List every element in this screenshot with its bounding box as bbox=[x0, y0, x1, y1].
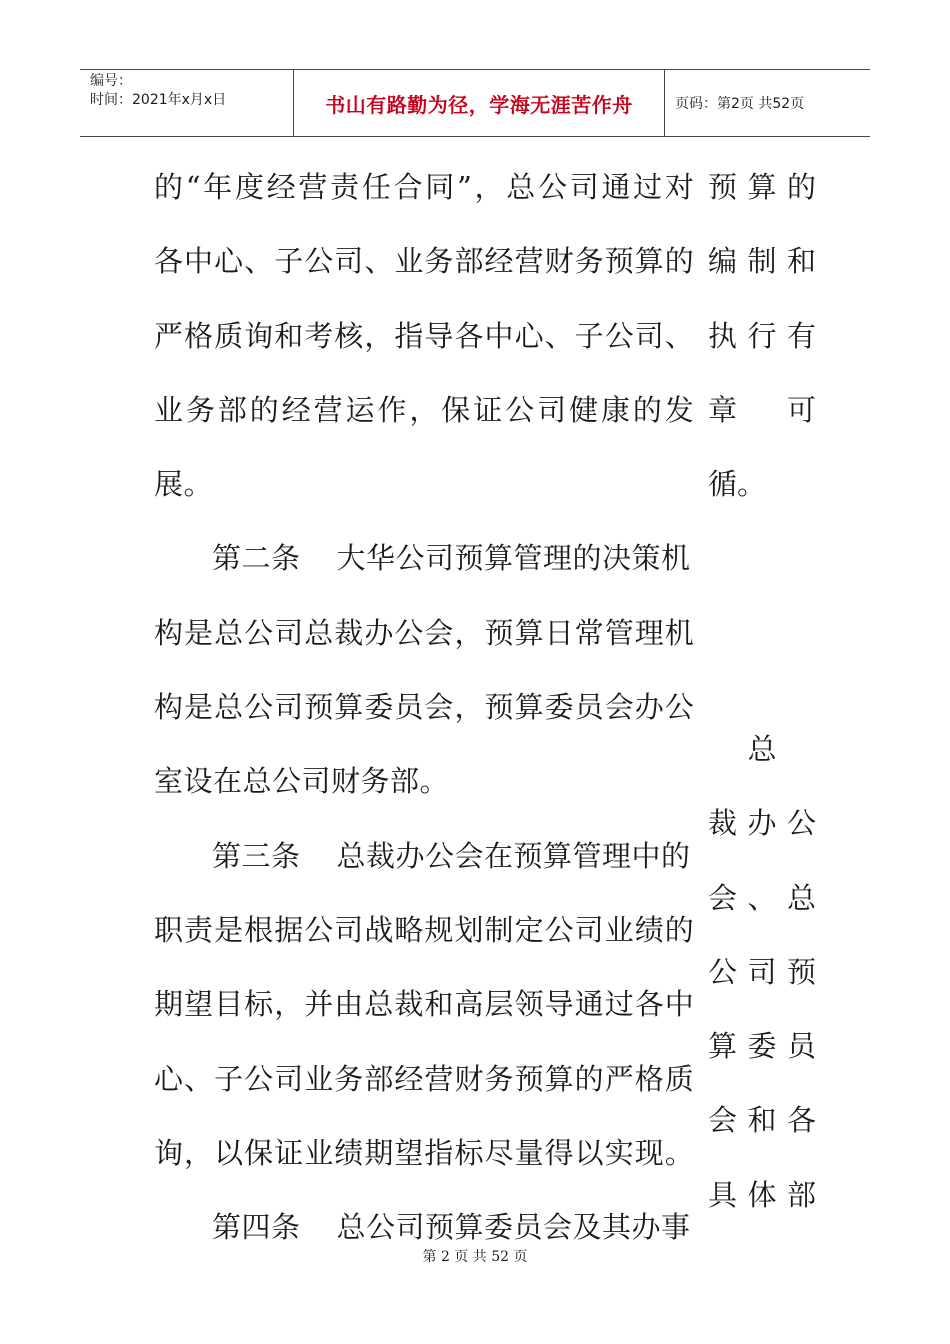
glyph: 职 bbox=[154, 912, 184, 947]
side-line bbox=[708, 861, 816, 935]
glyph: 算 bbox=[708, 1029, 738, 1064]
glyph: 公 bbox=[505, 392, 535, 427]
side-line bbox=[708, 373, 816, 447]
article-line bbox=[154, 819, 694, 893]
glyph: 绩 bbox=[334, 1135, 364, 1170]
glyph: 的 bbox=[632, 392, 662, 427]
glyph: 的 bbox=[249, 392, 279, 427]
glyph: 业 bbox=[304, 1135, 334, 1170]
glyph: 营 bbox=[313, 392, 343, 427]
glyph: 制 bbox=[484, 912, 514, 947]
text-line bbox=[154, 1042, 694, 1116]
glyph: 的 bbox=[154, 170, 184, 204]
article-heading: 第三条 bbox=[212, 838, 301, 873]
glyph: 绩 bbox=[634, 912, 664, 947]
glyph: 裁 bbox=[394, 987, 424, 1022]
glyph: 公 bbox=[604, 318, 634, 353]
glyph: 指 bbox=[424, 1135, 454, 1170]
glyph: 责 bbox=[330, 170, 360, 204]
glyph: 具 bbox=[708, 1177, 738, 1212]
glyph: 常 bbox=[574, 615, 604, 650]
glyph: 公 bbox=[244, 1061, 274, 1096]
glyph: 营 bbox=[424, 1061, 454, 1096]
glyph: 量 bbox=[514, 1135, 544, 1170]
side-line bbox=[708, 150, 816, 224]
glyph: 业 bbox=[304, 1061, 334, 1096]
glyph: 和 bbox=[274, 318, 304, 353]
header-motto: 书山有路勤为径，学海无涯苦作舟 bbox=[294, 70, 665, 136]
glyph: 有 bbox=[786, 318, 816, 353]
glyph: 目 bbox=[214, 987, 244, 1022]
main-text-column bbox=[154, 150, 694, 1264]
glyph: 会 bbox=[424, 690, 454, 725]
glyph: ， bbox=[454, 690, 484, 725]
glyph: 司 bbox=[334, 912, 364, 947]
glyph: 会 bbox=[604, 690, 634, 725]
text-line bbox=[154, 670, 694, 744]
glyph: 和 bbox=[786, 244, 816, 279]
glyph: 过 bbox=[604, 987, 634, 1022]
glyph: 年 bbox=[203, 170, 233, 204]
glyph: 标 bbox=[454, 1135, 484, 1170]
glyph: 、 bbox=[664, 318, 694, 353]
glyph: 是 bbox=[184, 690, 214, 725]
glyph: 严 bbox=[154, 318, 184, 353]
glyph: 心 bbox=[154, 1061, 184, 1096]
glyph: 裁 bbox=[334, 615, 364, 650]
glyph: 司 bbox=[274, 690, 304, 725]
glyph: 经 bbox=[394, 1061, 424, 1096]
glyph: 战 bbox=[364, 912, 394, 947]
side-column-top bbox=[708, 150, 816, 521]
text-line bbox=[154, 150, 694, 224]
glyph: 预 bbox=[484, 615, 514, 650]
glyph: 营 bbox=[298, 170, 328, 204]
side-line bbox=[708, 1158, 816, 1232]
glyph: 询 bbox=[244, 318, 274, 353]
glyph: 和 bbox=[747, 1103, 777, 1138]
glyph: 编 bbox=[708, 244, 738, 279]
glyph: 算 bbox=[514, 615, 544, 650]
side-line bbox=[708, 1009, 816, 1083]
glyph: 员 bbox=[574, 690, 604, 725]
glyph: 预 bbox=[786, 954, 816, 989]
glyph: 格 bbox=[634, 1061, 664, 1096]
glyph: 司 bbox=[274, 1061, 304, 1096]
glyph: 财 bbox=[544, 244, 574, 279]
glyph: 。 bbox=[664, 1135, 694, 1170]
glyph: 司 bbox=[274, 615, 304, 650]
text-line bbox=[154, 373, 694, 447]
glyph: ， bbox=[409, 392, 439, 427]
glyph: 务 bbox=[484, 1061, 514, 1096]
glyph: 得 bbox=[544, 1135, 574, 1170]
glyph: 员 bbox=[786, 1029, 816, 1064]
article-line bbox=[154, 521, 694, 595]
glyph: 保 bbox=[244, 1135, 274, 1170]
document-time-label: 时间：2021年x月x日 bbox=[90, 92, 227, 108]
glyph: 、 bbox=[244, 244, 274, 279]
glyph: 略 bbox=[394, 912, 424, 947]
text-line: 展。 bbox=[154, 467, 214, 502]
glyph: 公 bbox=[537, 170, 567, 204]
glyph: 公 bbox=[544, 912, 574, 947]
glyph: 、 bbox=[544, 318, 574, 353]
glyph: 同 bbox=[425, 170, 455, 204]
glyph: 公 bbox=[664, 690, 694, 725]
glyph: 司 bbox=[634, 318, 664, 353]
glyph: 和 bbox=[424, 987, 454, 1022]
glyph: 预 bbox=[604, 244, 634, 279]
glyph: 中 bbox=[664, 987, 694, 1022]
glyph: 合 bbox=[393, 170, 423, 204]
glyph: 会 bbox=[708, 1103, 738, 1138]
glyph: 核 bbox=[334, 318, 364, 353]
glyph: 预 bbox=[708, 170, 738, 204]
glyph: 理 bbox=[634, 615, 664, 650]
glyph: 通 bbox=[601, 170, 631, 204]
glyph: 公 bbox=[244, 690, 274, 725]
glyph: 各 bbox=[786, 1103, 816, 1138]
glyph: 的 bbox=[664, 912, 694, 947]
glyph: 业 bbox=[604, 912, 634, 947]
glyph: 的 bbox=[786, 170, 816, 204]
glyph: 经 bbox=[484, 244, 514, 279]
glyph: 期 bbox=[154, 987, 184, 1022]
glyph: 办 bbox=[747, 806, 777, 841]
glyph: 根 bbox=[244, 912, 274, 947]
glyph: 公 bbox=[708, 954, 738, 989]
glyph: 以 bbox=[214, 1135, 244, 1170]
glyph: 务 bbox=[185, 392, 215, 427]
glyph: 发 bbox=[664, 392, 694, 427]
glyph: 算 bbox=[544, 1061, 574, 1096]
header-meta bbox=[80, 70, 294, 136]
article-text: 大华公司预算管理的决策机 bbox=[336, 541, 691, 576]
glyph: 证 bbox=[274, 1135, 304, 1170]
glyph: 业 bbox=[154, 392, 184, 427]
glyph: ， bbox=[474, 170, 504, 204]
glyph: 各 bbox=[634, 987, 664, 1022]
glyph: 总 bbox=[214, 615, 244, 650]
glyph: 作 bbox=[377, 392, 407, 427]
glyph: 是 bbox=[184, 615, 214, 650]
glyph: 证 bbox=[473, 392, 503, 427]
article-text: 总公司预算委员会及其办事 bbox=[336, 1210, 691, 1245]
glyph: 总 bbox=[506, 170, 536, 204]
text-line bbox=[154, 224, 694, 298]
glyph: 预 bbox=[514, 1061, 544, 1096]
document-number-label: 编号： bbox=[90, 73, 132, 89]
glyph: 期 bbox=[364, 1135, 394, 1170]
glyph: 并 bbox=[304, 987, 334, 1022]
glyph: 导 bbox=[424, 318, 454, 353]
glyph: 章 bbox=[708, 392, 738, 427]
glyph: 总 bbox=[304, 615, 334, 650]
glyph: 裁 bbox=[708, 806, 738, 841]
glyph: 尽 bbox=[484, 1135, 514, 1170]
glyph: 对 bbox=[664, 170, 694, 204]
glyph: ， bbox=[274, 987, 304, 1022]
glyph: 构 bbox=[154, 615, 184, 650]
side-line bbox=[708, 299, 816, 373]
glyph: 经 bbox=[281, 392, 311, 427]
glyph: ” bbox=[457, 170, 472, 204]
glyph: 子 bbox=[574, 318, 604, 353]
glyph: 预 bbox=[304, 690, 334, 725]
glyph: 康 bbox=[600, 392, 630, 427]
page-header bbox=[80, 69, 870, 137]
glyph: 各 bbox=[154, 244, 184, 279]
glyph: 办 bbox=[364, 615, 394, 650]
glyph: 委 bbox=[364, 690, 394, 725]
glyph: 是 bbox=[214, 912, 244, 947]
glyph: 子 bbox=[214, 1061, 244, 1096]
page-footer: 第 2 页 共 52 页 bbox=[422, 1249, 528, 1265]
glyph: 通 bbox=[574, 987, 604, 1022]
text-line bbox=[154, 299, 694, 373]
glyph: 司 bbox=[537, 392, 567, 427]
text-line bbox=[154, 967, 694, 1041]
glyph: ， bbox=[184, 1135, 214, 1170]
glyph: 总 bbox=[214, 690, 244, 725]
glyph: 员 bbox=[394, 690, 424, 725]
glyph: “ bbox=[185, 170, 201, 204]
glyph: 规 bbox=[424, 912, 454, 947]
glyph: 部 bbox=[364, 1061, 394, 1096]
glyph: 任 bbox=[361, 170, 391, 204]
glyph: 严 bbox=[604, 1061, 634, 1096]
glyph: 实 bbox=[604, 1135, 634, 1170]
glyph: 望 bbox=[184, 987, 214, 1022]
glyph: 层 bbox=[484, 987, 514, 1022]
glyph: 导 bbox=[544, 987, 574, 1022]
glyph: 公 bbox=[244, 615, 274, 650]
glyph: 会 bbox=[424, 615, 454, 650]
glyph: 度 bbox=[234, 170, 264, 204]
glyph: 的 bbox=[574, 1061, 604, 1096]
glyph: 责 bbox=[184, 912, 214, 947]
text-line: 室设在总公司财务部。 bbox=[154, 764, 450, 799]
glyph: ， bbox=[364, 318, 394, 353]
glyph: 总 bbox=[786, 880, 816, 915]
glyph: 运 bbox=[345, 392, 375, 427]
glyph: 务 bbox=[424, 244, 454, 279]
side-line bbox=[708, 224, 816, 298]
glyph: 中 bbox=[484, 318, 514, 353]
glyph: 格 bbox=[184, 318, 214, 353]
glyph: 质 bbox=[664, 1061, 694, 1096]
glyph: 部 bbox=[786, 1177, 816, 1212]
glyph: 业 bbox=[394, 244, 424, 279]
glyph: 现 bbox=[634, 1135, 664, 1170]
glyph: 望 bbox=[394, 1135, 424, 1170]
glyph: 制 bbox=[747, 244, 777, 279]
glyph: 、 bbox=[364, 244, 394, 279]
glyph: 司 bbox=[334, 244, 364, 279]
glyph: 标 bbox=[244, 987, 274, 1022]
glyph: 划 bbox=[454, 912, 484, 947]
glyph: 过 bbox=[633, 170, 663, 204]
glyph: 体 bbox=[747, 1177, 777, 1212]
glyph: 高 bbox=[454, 987, 484, 1022]
glyph: 的 bbox=[664, 244, 694, 279]
glyph: 公 bbox=[304, 244, 334, 279]
glyph: 执 bbox=[708, 318, 738, 353]
glyph: 算 bbox=[334, 690, 364, 725]
glyph: 预 bbox=[484, 690, 514, 725]
glyph: 务 bbox=[574, 244, 604, 279]
text-line bbox=[154, 596, 694, 670]
glyph: 务 bbox=[334, 1061, 364, 1096]
glyph: 、 bbox=[184, 1061, 214, 1096]
side-line bbox=[708, 935, 816, 1009]
glyph: 询 bbox=[154, 1135, 184, 1170]
glyph: 子 bbox=[274, 244, 304, 279]
glyph: 营 bbox=[514, 244, 544, 279]
glyph: 构 bbox=[154, 690, 184, 725]
glyph: 财 bbox=[454, 1061, 484, 1096]
glyph: 领 bbox=[514, 987, 544, 1022]
glyph: 司 bbox=[747, 954, 777, 989]
glyph: 以 bbox=[574, 1135, 604, 1170]
glyph: 中 bbox=[184, 244, 214, 279]
side-column-bottom bbox=[708, 712, 816, 1232]
glyph: 总 bbox=[364, 987, 394, 1022]
glyph: 算 bbox=[634, 244, 664, 279]
article-heading: 第二条 bbox=[212, 541, 301, 576]
glyph: 据 bbox=[274, 912, 304, 947]
header-page-code: 页码：第2页 共52页 bbox=[675, 96, 805, 112]
glyph: 心 bbox=[214, 244, 244, 279]
glyph: 日 bbox=[544, 615, 574, 650]
glyph: 部 bbox=[217, 392, 247, 427]
glyph: 算 bbox=[514, 690, 544, 725]
glyph: 经 bbox=[266, 170, 296, 204]
glyph: 各 bbox=[454, 318, 484, 353]
side-line: 循。 bbox=[708, 467, 767, 502]
glyph: 公 bbox=[304, 912, 334, 947]
article-text: 总裁办公会在预算管理中的 bbox=[336, 838, 691, 873]
glyph: 、 bbox=[747, 880, 777, 915]
text-line bbox=[154, 1116, 694, 1190]
glyph: 健 bbox=[568, 392, 598, 427]
glyph: 质 bbox=[214, 318, 244, 353]
glyph: 行 bbox=[747, 318, 777, 353]
glyph: 办 bbox=[634, 690, 664, 725]
article-heading: 第四条 bbox=[212, 1210, 301, 1245]
side-line: 总 bbox=[747, 732, 777, 766]
glyph: 考 bbox=[304, 318, 334, 353]
glyph: 指 bbox=[394, 318, 424, 353]
side-line bbox=[708, 1083, 816, 1157]
glyph: 司 bbox=[569, 170, 599, 204]
glyph: 由 bbox=[334, 987, 364, 1022]
glyph: 司 bbox=[574, 912, 604, 947]
glyph: ， bbox=[454, 615, 484, 650]
glyph: 机 bbox=[664, 615, 694, 650]
glyph: 算 bbox=[747, 170, 777, 204]
glyph: 保 bbox=[441, 392, 471, 427]
text-line bbox=[154, 893, 694, 967]
glyph: 心 bbox=[514, 318, 544, 353]
glyph: 公 bbox=[394, 615, 424, 650]
glyph: 会 bbox=[708, 880, 738, 915]
glyph: 定 bbox=[514, 912, 544, 947]
glyph: 管 bbox=[604, 615, 634, 650]
glyph: 公 bbox=[786, 806, 816, 841]
glyph: 可 bbox=[786, 392, 816, 427]
glyph: 委 bbox=[747, 1029, 777, 1064]
glyph: 委 bbox=[544, 690, 574, 725]
glyph: 部 bbox=[454, 244, 484, 279]
side-line bbox=[708, 786, 816, 860]
